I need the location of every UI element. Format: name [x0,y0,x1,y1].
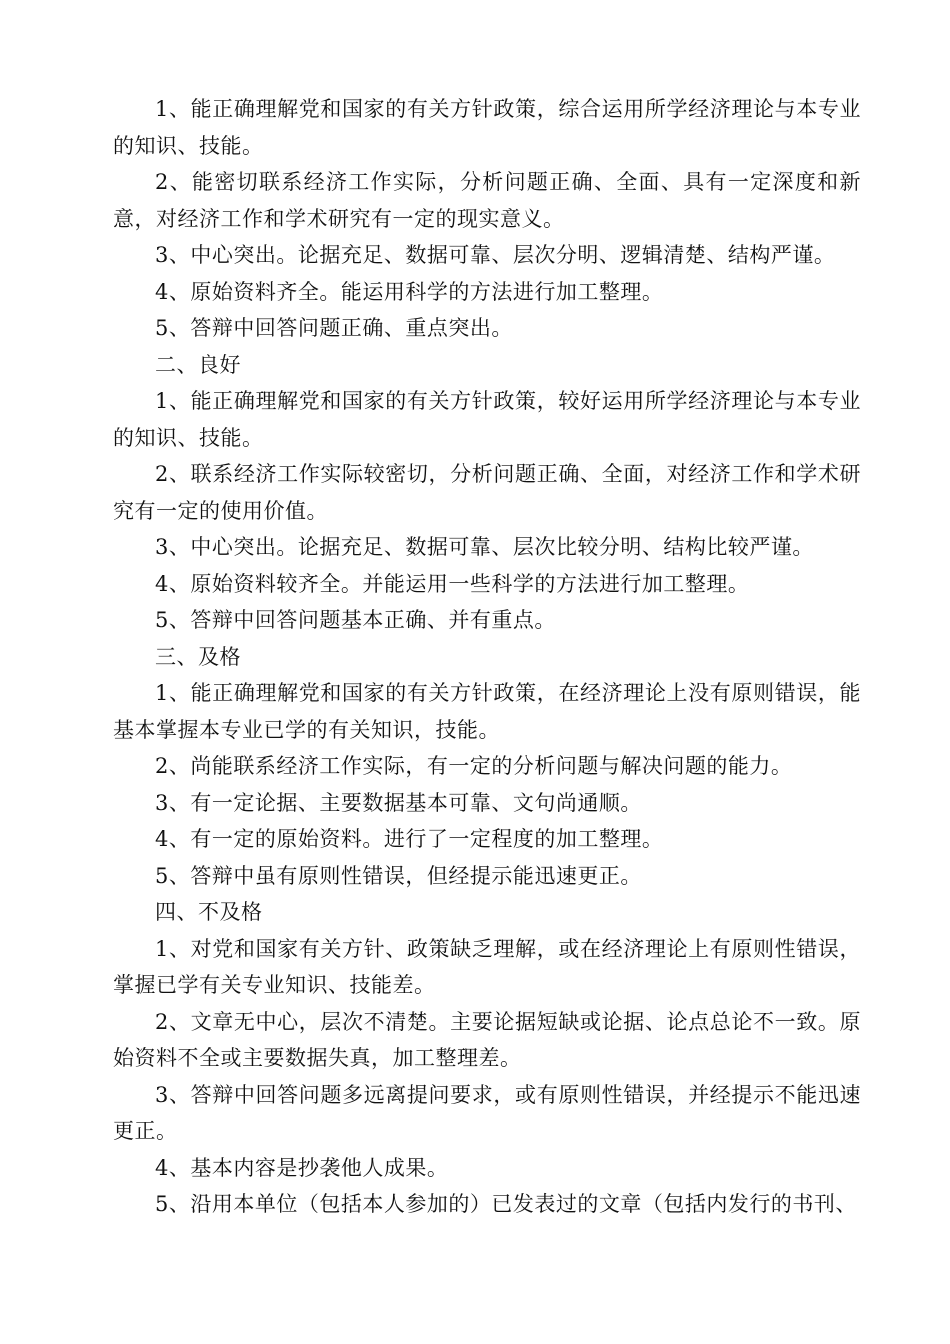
paragraph: 3、中心突出。论据充足、数据可靠、层次分明、逻辑清楚、结构严谨。 [155,243,836,267]
paragraph: 5、答辩中虽有原则性错误，但经提示能迅速更正。 [155,863,642,888]
paragraph: 2、文章无中心，层次不清楚。主要论据短缺或论据、论点总论不一致。原始资料不全或主要数据失真，加工整理差。 [113,1009,861,1070]
paragraph: 1、能正确理解党和国家的有关方针政策，较好运用所学经济理论与本专业的知识、技能。 [113,389,861,450]
paragraph: 3、有一定论据、主要数据基本可靠、文句尚通顺。 [155,790,642,815]
paragraph: 4、原始资料较齐全。并能运用一些科学的方法进行加工整理。 [155,571,750,596]
paragraph: 1、能正确理解党和国家的有关方针政策，综合运用所学经济理论与本专业的知识、技能。 [113,97,861,158]
paragraph: 5、答辩中回答问题基本正确、并有重点。 [155,608,556,632]
section-heading: 三、及格 [155,644,241,669]
paragraph: 5、沿用本单位（包括本人参加的）已发表过的文章（包括内发行的书刊、 [155,1192,857,1216]
section-heading: 四、不及格 [155,900,263,924]
paragraph: 4、原始资料齐全。能运用科学的方法进行加工整理。 [155,279,664,304]
paragraph: 3、中心突出。论据充足、数据可靠、层次比较分明、结构比较严谨。 [155,535,814,559]
section-heading: 二、良好 [155,352,241,377]
paragraph: 2、联系经济工作实际较密切，分析问题正确、全面，对经济工作和学术研究有一定的使用价值。 [113,462,861,523]
paragraph: 1、能正确理解党和国家的有关方针政策，在经济理论上没有原则错误，能基本掌握本专业已学的有关知识，技能。 [113,681,861,742]
paragraph: 4、基本内容是抄袭他人成果。 [155,1155,449,1180]
paragraph: 5、答辩中回答问题正确、重点突出。 [155,316,513,340]
paragraph: 4、有一定的原始资料。进行了一定程度的加工整理。 [155,827,664,851]
paragraph: 2、尚能联系经济工作实际，有一定的分析问题与解决问题的能力。 [155,754,793,778]
document-page [113,91,861,1223]
paragraph: 2、能密切联系经济工作实际，分析问题正确、全面、具有一定深度和新意，对经济工作和学术研究有一定的现实意义。 [113,170,861,231]
paragraph: 3、答辩中回答问题多远离提问要求，或有原则性错误，并经提示不能迅速更正。 [113,1082,861,1143]
paragraph: 1、对党和国家有关方针、政策缺乏理解，或在经济理论上有原则性错误，掌握已学有关专业知识、技能差。 [113,936,861,997]
